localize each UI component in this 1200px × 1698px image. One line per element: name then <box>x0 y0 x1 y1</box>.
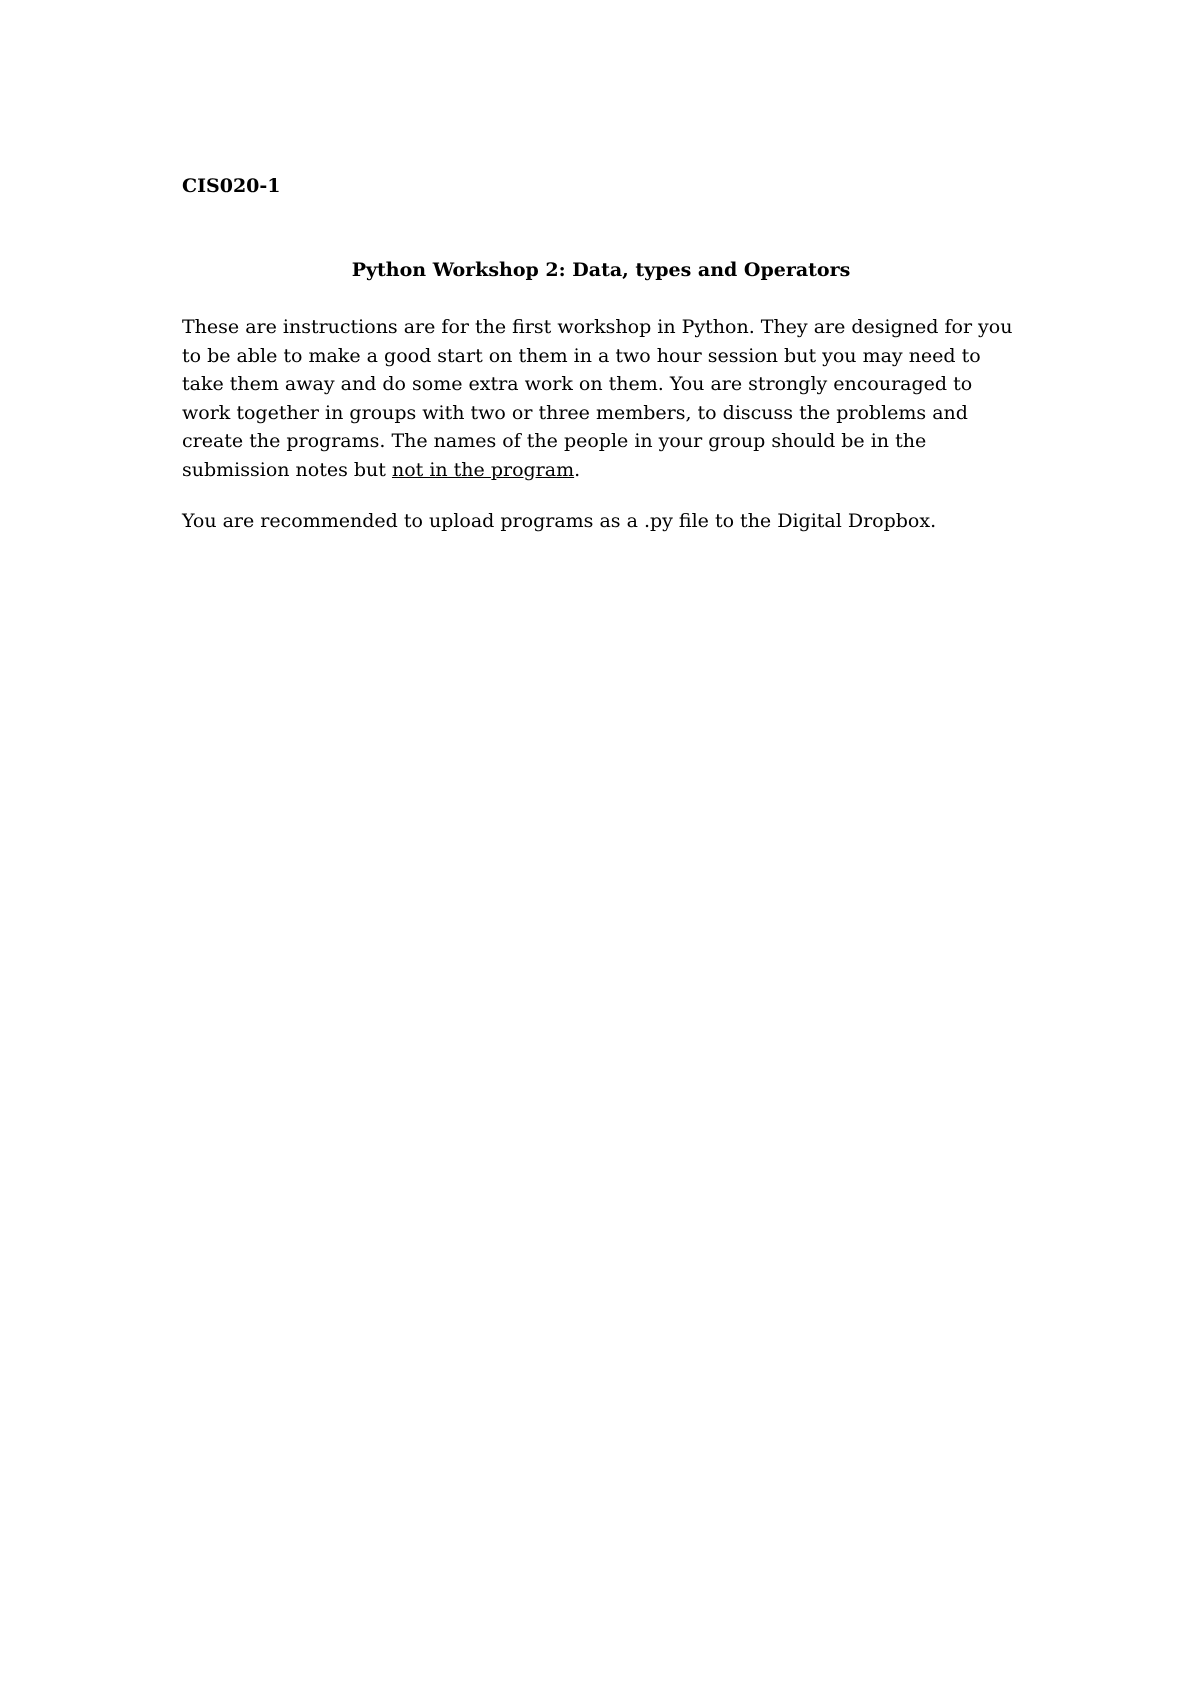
intro-line-1: These are instructions are for the first workshop in Python. They are designed for you <box>182 316 1013 338</box>
intro-line-3: take them away and do some extra work on them. You are strongly encouraged to <box>182 373 973 395</box>
upload-instruction-paragraph: You are recommended to upload programs as a .py file to the Digital Dropbox. <box>182 510 937 532</box>
course-code: CIS020-1 <box>182 175 281 197</box>
intro-line-6-prefix: submission notes but <box>182 458 392 481</box>
document-title: Python Workshop 2: Data, types and Operators <box>351 259 851 281</box>
intro-line-4: work together in groups with two or three members, to discuss the problems and <box>182 401 968 424</box>
underlined-emphasis: not in the program <box>391 458 575 481</box>
intro-paragraph <box>182 313 1032 484</box>
intro-line-5: create the programs. The names of the people in your group should be in the <box>182 430 927 452</box>
intro-line-2: to be able to make a good start on them in a two hour session but you may need to <box>182 344 981 367</box>
intro-line-6-suffix: . <box>574 458 581 481</box>
